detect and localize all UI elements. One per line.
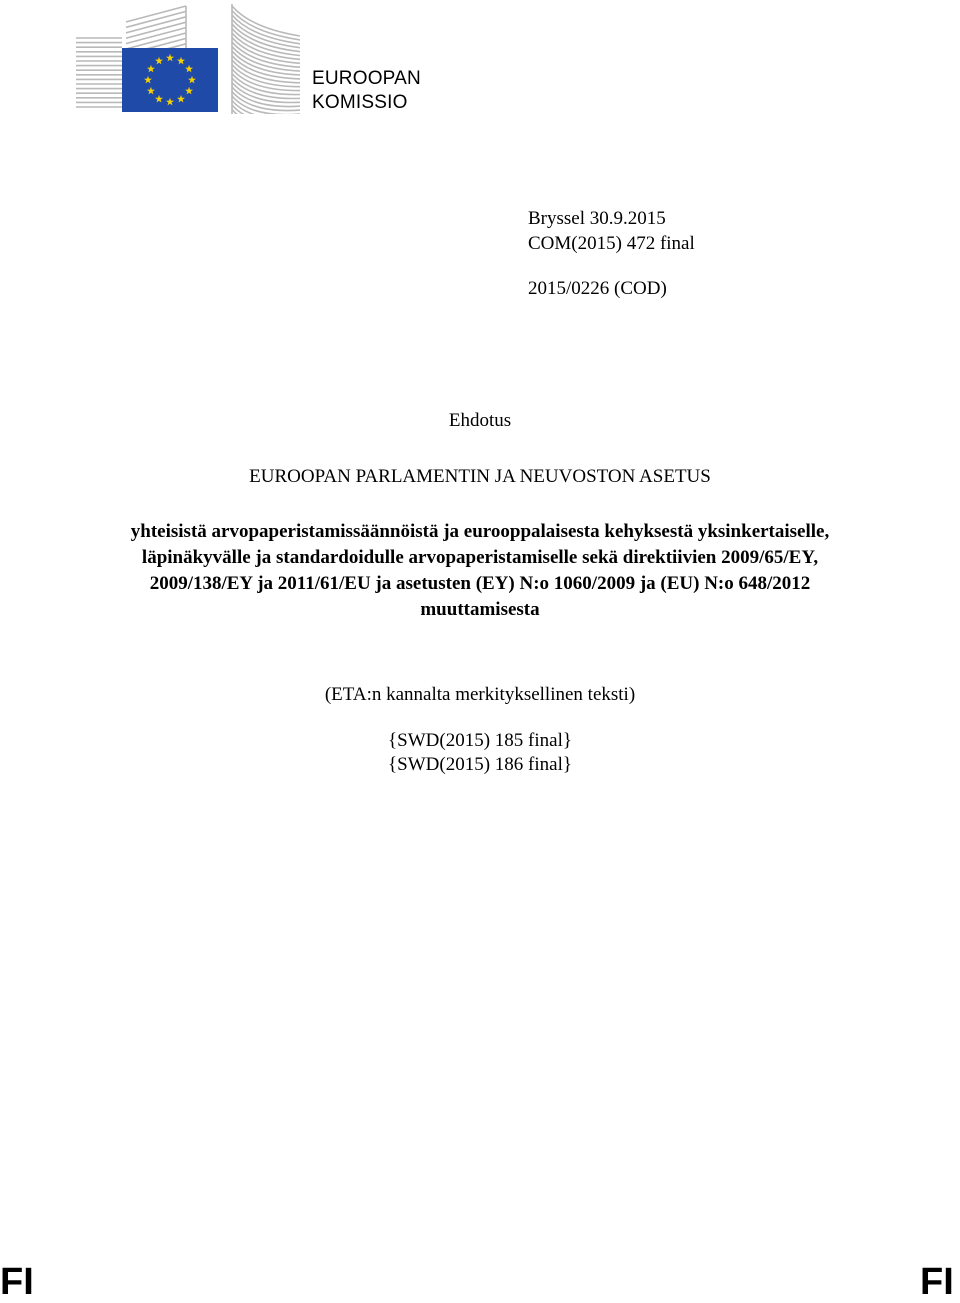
language-code-left: FI	[0, 1261, 34, 1303]
regulation-title	[80, 519, 880, 623]
swd-reference-2: {SWD(2015) 186 final}	[388, 754, 572, 775]
eea-relevance-note: (ETA:n kannalta merkityksellinen teksti)	[324, 684, 636, 705]
com-number: COM(2015) 472 final	[528, 233, 695, 254]
title-line: 2009/138/EY ja 2011/61/EU ja asetusten (EY) N:o 1060/2009 ja (EU) N:o 648/2012	[149, 573, 811, 594]
swd-reference-1: {SWD(2015) 185 final}	[388, 730, 572, 751]
document-type: Ehdotus	[448, 410, 512, 431]
title-line: läpinäkyvälle ja standardoidulle arvopaperistamiselle sekä direktiivien 2009/65/EY,	[141, 547, 819, 568]
eu-commission-logo	[76, 2, 300, 114]
procedure-number: 2015/0226 (COD)	[528, 278, 667, 299]
building-stripe	[232, 60, 300, 83]
org-name-line1: EUROOPAN	[312, 68, 421, 89]
org-name-line2: KOMISSIO	[312, 92, 408, 113]
title-line: yhteisistä arvopaperistamissäännöistä ja eurooppalaisesta kehyksestä yksinkertaiselle,	[130, 521, 830, 542]
act-title: EUROOPAN PARLAMENTIN JA NEUVOSTON ASETUS	[249, 466, 711, 487]
eu-commission-building-emblem-icon	[76, 2, 300, 114]
language-code-right: FI	[920, 1261, 954, 1303]
title-line: muuttamisesta	[420, 599, 540, 620]
building-stripe	[232, 65, 300, 87]
place-date: Bryssel 30.9.2015	[528, 208, 666, 229]
